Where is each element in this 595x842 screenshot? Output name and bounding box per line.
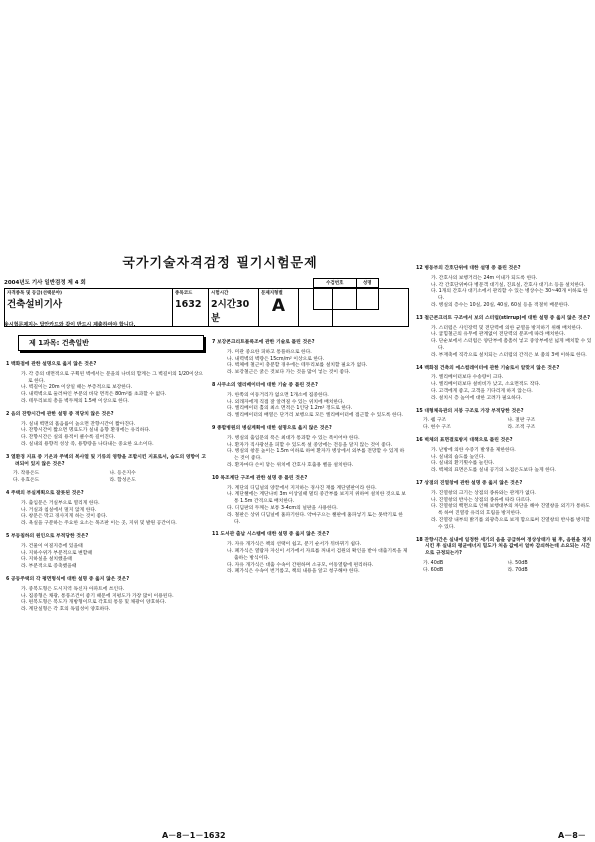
question-text: 2 음의 잔향시간에 관한 설명 중 적당치 않은 것은? xyxy=(6,411,114,417)
question-column-2 xyxy=(212,340,408,582)
question-q13 xyxy=(416,316,592,360)
question-q5 xyxy=(6,534,206,571)
answer-option[interactable]: 가. 간호사의 보행거리는 24m 이내가 되도록 한다. xyxy=(431,275,538,281)
answer-option-row xyxy=(423,561,592,568)
question-q8 xyxy=(212,383,408,420)
question-text: 12 병동부의 간호단위에 대한 설명 중 틀린 것은? xyxy=(416,266,521,271)
question-q10 xyxy=(212,476,408,527)
type-label: 문제지형별 xyxy=(261,291,283,296)
answer-option[interactable]: 라. 테두리보의 총을 벽두께의 1.5배 이상으로 한다. xyxy=(21,398,129,404)
question-text: 14 백화점 건축의 에스컬레이터에 관한 기술로서 알맞지 않은 것은? xyxy=(416,365,560,371)
answer-option[interactable]: 가. 실내 벽면의 흡음률이 높으면 잔향시간이 짧아진다. xyxy=(21,421,136,427)
question-q7 xyxy=(212,340,408,377)
answer-option[interactable]: 나. 잔향시간이 짧으면 명료도가 실내 음향 환경에는 유리하다. xyxy=(21,428,151,434)
answer-option[interactable]: 나. 엘리베이터보다 설비비가 낮고, 소요면적도 작다. xyxy=(431,382,541,388)
field-label: 자격종목 및 등급(선택분야) xyxy=(7,291,63,296)
answer-option[interactable]: 나. 외래자에게 직접 잘 알려질 수 있는 위치에 배치한다. xyxy=(227,399,345,405)
answer-option[interactable]: 다. 실내의 환기횟수를 늘린다. xyxy=(431,461,495,467)
answer-option[interactable]: 라. 엘리베이터의 배열은 단거리 보행으로 모든 엘리베이터에 접근할 수 있도록 한다. xyxy=(227,413,403,419)
answer-option[interactable]: 나. 절판 구조 xyxy=(507,418,536,424)
examinee-number-label: 수검번호 xyxy=(314,279,357,288)
answer-option[interactable]: 라. 벽체의 표면온도를 실내 공기의 노점온도보다 높게 한다. xyxy=(431,468,556,474)
question-text: 1 백화점에 관한 설명으로 옳지 않은 것은? xyxy=(6,362,97,367)
answer-option-row xyxy=(423,425,592,432)
answer-option[interactable]: 다. 현수 구조 xyxy=(423,425,451,431)
answer-option[interactable]: 라. 병실의 층수는 10실, 20실, 40실, 60실 등을 적절히 배분한다. xyxy=(431,302,570,308)
answer-option[interactable]: 다. 내력벽으로 둘러싸인 부분의 바닥 면적은 80m²를 초과할 수 없다. xyxy=(21,392,167,398)
answer-option[interactable]: 가. 쉘 구조 xyxy=(423,418,447,424)
question-q2 xyxy=(6,412,206,449)
notice: ※시험문제지는 답안카드와 같이 반드시 제출하여야 합니다. xyxy=(4,322,136,328)
page-title: 국가기술자격검정 필기시험문제 xyxy=(122,256,318,271)
answer-option[interactable]: 가. 건물이 이질지층에 있을때 xyxy=(21,543,83,549)
answer-option[interactable]: 라. 실내의 용향적 성상 즉, 용향량을 나타내는 중요한 요소이다. xyxy=(21,441,154,447)
question-q9 xyxy=(212,426,408,470)
question-text: 18 잔향시간은 실내에 일정한 세기의 음을 공급하여 정상상태가 될 후, 음원을 정지시킨 후 실내의 평균에너지 밀도가 처음 값에서 얼마 감쇠하는데 소요되는 시간으로 규정되는가? xyxy=(416,537,592,557)
answer-option[interactable]: 라. 환자마다 손이 닿는 위치에 간호사 호출용 벨을 설치한다. xyxy=(227,462,354,468)
answer-option[interactable]: 라. 진열장 내부의 밝기를 외광측으로 보게 함으로써 진열창의 반사를 방지할 수 있다. xyxy=(431,517,590,530)
answer-option[interactable]: 다. 잔향시간은 실의 용적이 클수록 길어진다. xyxy=(21,435,116,441)
answer-option[interactable]: 가. 엘리베이터보다 수송량이 크다. xyxy=(431,375,504,381)
question-text: 6 공동주택의 각 평면형식에 대한 설명 중 옳지 않은 것은? xyxy=(6,576,130,582)
answer-option[interactable]: 다. 진열창의 백면으로 인해 보행대부의 차단을 해야 진열창을 외기가 통하도록 하여 진열장 유리의 흐림을 방지한다. xyxy=(431,504,590,517)
exam-session: 2004년도 기사 일반검정 제 4 회 xyxy=(4,280,86,286)
answer-option[interactable]: 라. 설치시 층 높이에 대한 고려가 필요하다. xyxy=(431,395,522,401)
subject-heading: 제 1과목: 건축일반 xyxy=(18,335,204,351)
question-text: 15 대형체육관의 지붕 구조로 가장 부적당한 것은? xyxy=(416,408,524,414)
answer-option[interactable]: 라. 보강철근은 굵은 것보다 가는 것을 많이 넣는 것이 좋다. xyxy=(227,370,351,376)
field-value: 건축설비기사 xyxy=(7,299,63,310)
question-q15 xyxy=(416,409,592,432)
question-text: 13 철근콘크리트 구조에서 보의 스터럽(stirrup)에 대한 설명 중 옳지 않은 것은? xyxy=(416,315,591,321)
answer-option[interactable]: 다. 편복도형은 복도가 개방형이므로 각호의 통풍 및 채광이 양호하다. xyxy=(21,600,166,606)
answer-option[interactable]: 가. 각 층의 대면적으로 구획된 벽에서는 문을의 나비의 합계는 그 벽길이의 1/20이상으로 한다. xyxy=(21,371,203,384)
answer-option[interactable]: 다. 지하실을 설치했을때 xyxy=(21,557,72,563)
answer-option[interactable]: 나. 환자가 직사광선을 피할 수 있도록 설 중앙에는 전등을 달지 않는 것이 좋다. xyxy=(227,442,392,448)
answer-option[interactable]: 가. 작용온도 xyxy=(13,471,40,477)
examinee-name-label: 성명 xyxy=(356,279,378,288)
answer-option[interactable]: 라. 조적 구조 xyxy=(507,425,536,431)
answer-option[interactable]: 가. 출입문은 거실부으로 열리게 한다. xyxy=(21,500,100,506)
answer-option[interactable]: 가. 진열창의 크기는 상점의 종류와는 관계가 없다. xyxy=(431,490,536,496)
answer-option[interactable]: 다. 60dB xyxy=(423,567,444,573)
answer-option[interactable]: 가. 병실의 출입문의 폭은 최대가 통과할 수 있는 폭이어야 한다. xyxy=(227,435,360,441)
answer-option[interactable]: 나. 등온지수 xyxy=(109,471,136,477)
page-footer-right: A－8－ xyxy=(558,831,586,840)
question-text: 17 상점의 진열창에 관한 설명 중 옳지 않은 것은? xyxy=(416,480,523,486)
answer-option[interactable]: 다. 1개의 간호사 대기소에서 관리할 수 있는 병상수는 30~40개 이하로 한다. xyxy=(431,289,588,302)
answer-option[interactable]: 가. 난방에 의한 수증기 발생을 제한한다. xyxy=(431,447,516,453)
answer-option[interactable]: 다. 엘리베이터 홀의 최소 면적은 1인당 1.2m² 정도로 한다. xyxy=(227,406,353,412)
answer-option[interactable]: 나. 거실과 침실에서 멀지 않게 한다. xyxy=(21,507,97,513)
question-q12 xyxy=(416,266,592,310)
answer-option[interactable]: 나. 폐가식은 열람자 자신이 서가에서 자료를 꺼내서 검원의 확인을 받아 대출기록을 제출하는 방식이다. xyxy=(227,548,408,561)
page-footer-left: A－8－1－1632 xyxy=(162,831,226,840)
answer-option[interactable]: 나. 50dB xyxy=(507,560,528,566)
answer-option[interactable]: 가. 자유 개가식은 책의 선택이 쉽고, 분기 순서가 뒤바뀌기 쉽다. xyxy=(227,542,362,548)
answer-option[interactable]: 다. 유효온도 xyxy=(13,478,40,484)
code-value: 1632 xyxy=(175,299,202,310)
time-label: 시험시간 xyxy=(211,291,229,296)
question-text: 9 종합병원의 병실계획에 대한 설명으로 옳지 않은 것은? xyxy=(212,425,332,431)
answer-option-row xyxy=(423,568,592,575)
answer-option[interactable]: 다. 고객에게 좋고, 고객을 기다리게 하지 않는다. xyxy=(431,388,533,394)
question-text: 10 목조계단 구조에 관한 설명 중 틀린 것은? xyxy=(212,475,308,481)
answer-option[interactable]: 라. 폐가식은 수속이 번거롭고, 책의 내용을 알고 청구해야 한다. xyxy=(227,569,360,575)
answer-option[interactable]: 다. 벽체에 철근이 충분할 경우에는 테두리보를 설치할 필요가 없다. xyxy=(227,363,368,369)
answer-option[interactable]: 나. 진열창의 반사는 상점의 종류에 따라 다르다. xyxy=(431,497,532,503)
answer-option[interactable]: 라. 철판은 상위 디딤널에 홈파기한다. 약마구으는 챌판에 홈파넣기 또는 못박기로 한다. xyxy=(227,512,403,525)
answer-option[interactable]: 라. 70dB xyxy=(507,567,528,573)
question-q11 xyxy=(212,532,408,576)
answer-option[interactable]: 다. 자유 개가식은 대출 수속이 간편하며 소규모, 어동열람에 편리하다. xyxy=(227,562,374,568)
answer-option[interactable]: 다. 창문은 막고 경사지게 하는 것이 좋다. xyxy=(21,514,108,520)
answer-option[interactable]: 나. 내력벽의 벽량은 15cm/m² 이상으로 한다. xyxy=(227,356,325,362)
answer-option[interactable]: 다. 디딤판의 두께는 보통 3-4cm의 널판을 사용한다. xyxy=(227,505,338,511)
question-q18 xyxy=(416,538,592,575)
question-q16 xyxy=(416,438,592,475)
answer-option[interactable]: 가. 스터럽은 사인장력 및 전단력에 의한 균열을 방지하기 위해 배치한다. xyxy=(431,325,583,331)
answer-option[interactable]: 나. 벽길이는 20m 이상일 때는 부층적으로 보강한다. xyxy=(21,385,133,391)
answer-option[interactable]: 라. 합성온도 xyxy=(109,478,136,484)
answer-option[interactable]: 라. 부재축에 직각으로 설치되는 스터럽의 간격은 보 춤의 3배 이하로 한다. xyxy=(431,352,587,358)
answer-option[interactable]: 다. 병실의 창문 높이는 1.5m 이하로 하여 환자가 병상에서 외부를 전망할 수 있게 하는 것이 좋다. xyxy=(227,449,405,462)
question-q14 xyxy=(416,366,592,403)
question-text: 16 벽체의 표면결로방지 대책으로 틀린 것은? xyxy=(416,437,513,443)
answer-option[interactable]: 나. 집중형은 채광, 통풍조건이 좋기 때문에 지평도가 가장 많이 이용된다. xyxy=(21,593,174,599)
question-text: 4 주택의 부실계획으로 잘못된 것은? xyxy=(6,490,84,496)
type-value: A xyxy=(271,296,286,316)
answer-option-row xyxy=(13,478,206,485)
question-q17 xyxy=(416,481,592,532)
answer-option[interactable]: 가. 중복도형은 도시지역 독신자 아파트에 쓰인다. xyxy=(21,586,125,592)
question-column-1 xyxy=(6,362,206,620)
answer-option[interactable]: 가. 계단의 디딤널의 양끝에서 지지하는 경사진 재를 계단옆판이라 한다. xyxy=(227,485,377,491)
answer-option[interactable]: 가. 미관 중요한 피하고 통플하으로 한다. xyxy=(227,349,312,355)
question-text: 5 부동침하의 원인으로 부적당한 것은? xyxy=(6,533,89,539)
answer-option[interactable]: 라. 욕실을 구분하는 주요한 요소는 목조판 이는 곳, 지위 및 발원 공간이다. xyxy=(21,521,177,527)
answer-option[interactable]: 가. 한쪽의 이동거리가 없으면 1개소에 집중한다. xyxy=(227,392,329,398)
answer-option[interactable]: 다. 단순보에서 스터럽은 양단부에 촘촘히 넣고 중앙부에선 넓게 배치할 수 있다. xyxy=(431,339,592,351)
question-text: 8 사무소의 엘리베이터에 대한 기술 중 틀린 것은? xyxy=(212,382,318,388)
question-text: 11 도서관 출납 시스템에 대한 설명 중 옳지 않은 것은? xyxy=(212,532,330,538)
question-q1 xyxy=(6,362,206,406)
answer-option[interactable]: 라. 부분적으로 증축했을때 xyxy=(21,564,77,570)
code-label: 종목코드 xyxy=(175,291,193,296)
answer-option[interactable]: 라. 계단실형은 각 호의 독립성이 양호하다. xyxy=(21,607,111,613)
answer-option[interactable]: 나. 지하수위가 부분적으로 변할때 xyxy=(21,550,92,556)
answer-option[interactable]: 나. 각 간호단위마다 병문객 대기실, 진료실, 간호사 대기소 등을 설치한다. xyxy=(431,282,586,288)
question-q4 xyxy=(6,491,206,528)
time-value: 2시간30분 xyxy=(211,299,250,324)
question-text: 7 보강콘크리트블록조에 관한 기술로 틀린 것은? xyxy=(212,340,315,345)
answer-option[interactable]: 나. 계단챌에는 계단나비 3m 이상일때 멀티 중간부를 보지지 위하여 설치한 것으로 보통 1.5m 간격으로 배치한다. xyxy=(227,492,406,505)
answer-option[interactable]: 나. 실내의 습도를 높인다. xyxy=(431,454,485,460)
answer-option[interactable]: 가. 40dB xyxy=(423,560,444,566)
answer-option[interactable]: 나. 굽힘철근의 유무에 관계없이 전단력의 분포에 따라 배치한다. xyxy=(431,332,566,338)
question-q3 xyxy=(6,455,206,485)
question-column-3 xyxy=(416,266,592,580)
question-q6 xyxy=(6,577,206,614)
question-text: 3 열환경 지표 중 기온과 주벽의 복사열 및 기류의 영향을 조합시킨 지표로서, 습도의 영향이 고려되어 있지 않은 것은? xyxy=(6,454,206,467)
